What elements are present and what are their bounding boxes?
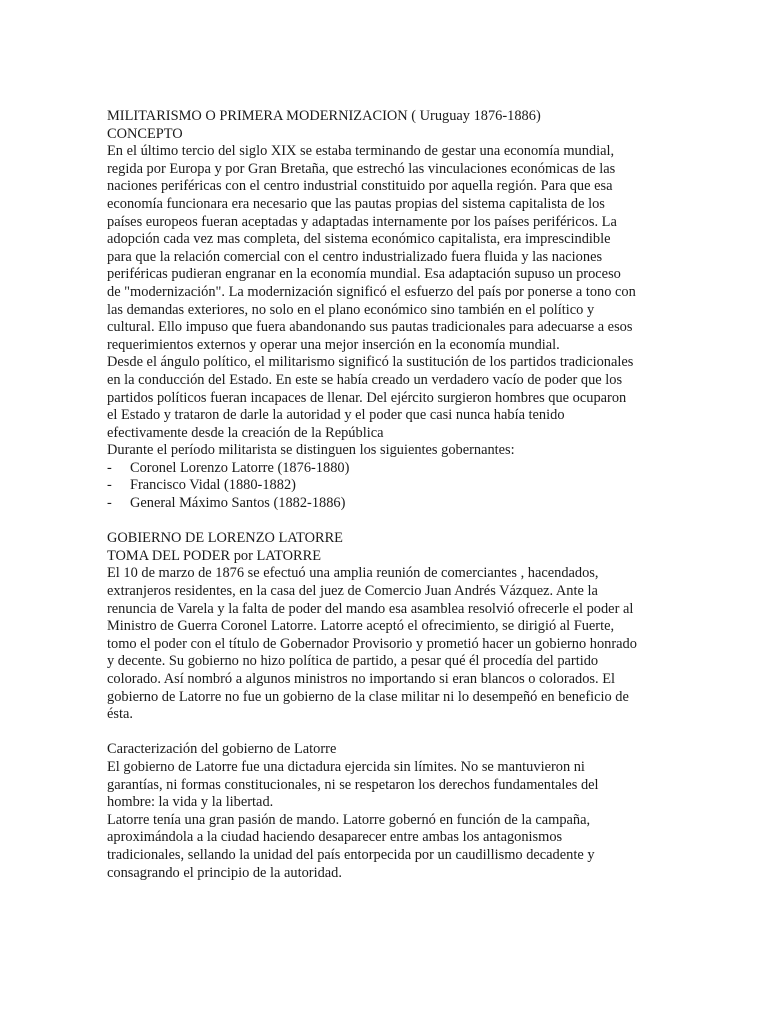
text-line: regida por Europa y por Gran Bretaña, que estrechó las vinculaciones económicas de las (107, 160, 616, 177)
concepto-heading: CONCEPTO (107, 125, 183, 142)
text-line: el Estado y trataron de darle la autoridad y el poder que casi nunca había tenido (107, 407, 565, 424)
text-line: El 10 de marzo de 1876 se efectuó una amplia reunión de comerciantes , hacendados, (107, 565, 599, 582)
text-line: efectivamente desde la creación de la República (107, 424, 384, 441)
text-line: garantías, ni formas constitucionales, ni se respetaron los derechos fundamentales del (107, 776, 599, 793)
text-line: países europeos fueran aceptadas y adaptadas internamente por los países periféricos. La (107, 213, 617, 230)
toma-heading: TOMA DEL PODER por LATORRE (107, 547, 322, 564)
text-line: adopción cada vez mas completa, del sistema económico capitalista, era imprescindible (107, 231, 611, 248)
text-line: tradicionales, sellando la unidad del país entorpecida por un caudillismo decadente y (107, 846, 595, 863)
text-line: tomo el poder con el título de Gobernador Provisorio y prometió hacer un gobierno honrado (107, 635, 637, 652)
text-line: para que la relación comercial con el centro industrializado fuera fluida y las naciones (107, 248, 603, 265)
text-line: extranjeros residentes, en la casa del juez de Comercio Juan Andrés Vázquez. Ante la (107, 583, 598, 600)
text-line: partidos políticos fueran incapaces de llenar. Del ejército surgieron hombres que ocuparon (107, 389, 627, 406)
text-line: Latorre tenía una gran pasión de mando. Latorre gobernó en función de la campaña, (107, 811, 591, 828)
concepto-paragraph (107, 143, 687, 460)
text-line: periféricas pudieran engranar en la economía mundial. Esa adaptación supuso un proceso (107, 266, 621, 283)
text-line: de "modernización". La modernización significó el esfuerzo del país por ponerse a tono con (107, 283, 636, 300)
text-line: Durante el período militarista se distinguen los siguientes gobernantes: (107, 442, 515, 459)
list-dash: - (107, 459, 112, 476)
list-item (107, 460, 687, 478)
text-line: economía funcionara era necesario que las pautas propias del sistema capitalista de los (107, 195, 605, 212)
document-title: MILITARISMO O PRIMERA MODERNIZACION ( Uruguay 1876-1886) (107, 108, 541, 124)
text-line: cultural. Ello impuso que fuera abandonando sus pautas tradicionales para adecuarse a esos (107, 319, 633, 336)
text-line: gobierno de Latorre no fue un gobierno de la clase militar ni lo desempeñó en beneficio de (107, 688, 629, 705)
list-item-text: Francisco Vidal (1880-1882) (130, 477, 296, 494)
caracterizacion-heading: Caracterización del gobierno de Latorre (107, 741, 337, 758)
spacer (107, 513, 687, 531)
gobernantes-list (107, 460, 687, 513)
spacer (107, 724, 687, 742)
text-line: colorado. Así nombró a algunos ministros no importando si eran blancos o colorados. El (107, 671, 615, 687)
text-line: aproximándola a la ciudad haciendo desaparecer entre ambas los antagonismos (107, 829, 563, 846)
text-line: hombre: la vida y la libertad. (107, 794, 274, 811)
text-line: y decente. Su gobierno no hizo política de partido, a pesar qué él procedía del partido (107, 653, 599, 670)
list-dash: - (107, 477, 112, 494)
text-line: Desde el ángulo político, el militarismo significó la sustitución de los partidos tradicionales (107, 354, 634, 371)
gobierno-heading: GOBIERNO DE LORENZO LATORRE (107, 530, 343, 547)
text-line: naciones periféricas con el centro industrial constituido por aquella región. Para que esa (107, 178, 613, 195)
caracterizacion-paragraph (107, 759, 687, 882)
list-item (107, 477, 687, 495)
text-line: renuncia de Varela y la falta de poder del mando esa asamblea resolvió ofrecerle el poder al (107, 600, 634, 617)
document-page (107, 108, 687, 882)
toma-paragraph (107, 565, 687, 723)
text-line: las demandas exteriores, no solo en el plano económico sino también en el político y (107, 301, 595, 318)
list-item (107, 495, 687, 513)
text-line: consagrando el principio de la autoridad. (107, 864, 342, 881)
text-line: En el último tercio del siglo XIX se estaba terminando de gestar una economía mundial, (107, 143, 615, 160)
text-line: El gobierno de Latorre fue una dictadura ejercida sin límites. No se mantuvieron ni (107, 758, 585, 775)
text-line: Ministro de Guerra Coronel Latorre. Latorre aceptó el ofrecimiento, se dirigió al Fuerte, (107, 618, 615, 635)
text-line: en la conducción del Estado. En este se había creado un verdadero vacío de poder que los (107, 371, 623, 388)
text-line: requerimientos externos y operar una mejor inserción en la economía mundial. (107, 336, 560, 353)
text-line: ésta. (107, 706, 133, 723)
list-item-text: General Máximo Santos (1882-1886) (130, 495, 346, 512)
list-dash: - (107, 495, 112, 512)
list-item-text: Coronel Lorenzo Latorre (1876-1880) (130, 459, 350, 476)
